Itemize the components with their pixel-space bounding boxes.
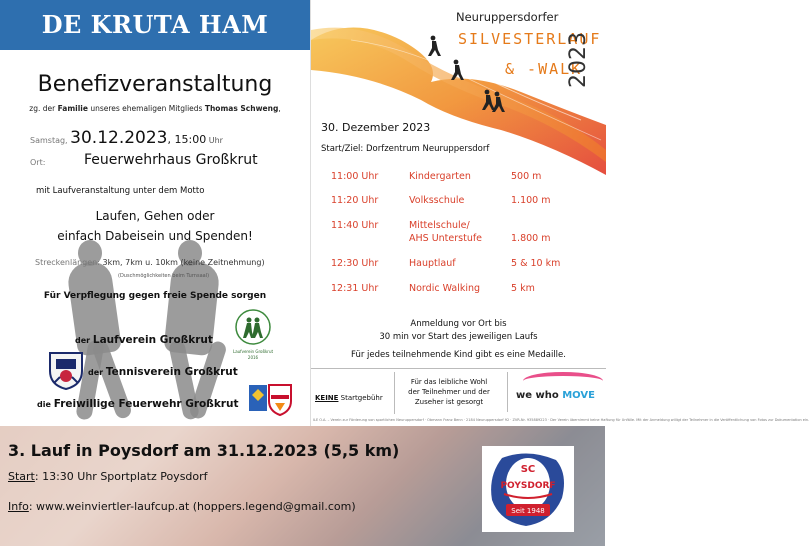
org-name: Tennisverein Großkrut — [105, 366, 238, 378]
family-end: , — [278, 104, 281, 113]
schedule-event: Kindergarten — [409, 171, 471, 182]
poysdorf-info — [8, 500, 356, 513]
silvesterlauf-flyer — [310, 0, 809, 426]
schedule-time: 11:40 Uhr — [331, 220, 379, 231]
fee-box — [313, 372, 395, 414]
start-value: : 13:30 Uhr Sportplatz Poysdorf — [34, 470, 208, 483]
medal-note: Für jedes teilnehmende Kind gibt es eine Medaille. — [351, 350, 566, 360]
org-pre: der — [75, 336, 93, 345]
info-value: : www.weinviertler-laufcup.at (hoppers.legend@gmail.com) — [28, 500, 356, 513]
showers-note: (Duschmöglichkeiten beim Turnsaal) — [118, 273, 210, 279]
event-date-line — [30, 128, 223, 148]
schedule-event: Volksschule — [409, 195, 465, 206]
no-fee-rest: Startgebühr — [338, 394, 383, 402]
laufverein-logo-icon — [234, 308, 272, 360]
distances-value: 3km, 7km u. 10km (keine Zeitnehmung) — [99, 258, 265, 267]
org-pre: der — [88, 368, 106, 377]
sponsor-text: we who — [516, 390, 563, 401]
distances-line — [35, 258, 265, 267]
family-bold: Familie — [57, 104, 88, 113]
catering-line-1: Für das leibliche Wohl — [410, 378, 488, 386]
info-label: Info — [8, 500, 29, 513]
legal-fine-print: ILE O.A. – Verein zur Förderung von sportlichen Neuruppersdorf · Obmann Franz Benn · 2184 Neuruppersdorf 92 · ZVR-Nr. 935889223 · Der Verein übernimmt keine Haftung für Unfälle. Mit der Anmeldung willigt der Teilnehmer in die Veröffentlichung von Fotos zur Dokumentation ein. — [313, 418, 809, 422]
catering-line-3: Zuseher ist gesorgt — [414, 398, 484, 406]
sc-poysdorf-logo-icon — [482, 446, 574, 532]
location-label: Ort: — [30, 158, 46, 167]
schedule-time: 12:31 Uhr — [331, 283, 379, 294]
schedule-distance: 500 m — [511, 171, 542, 182]
poysdorf-section — [0, 426, 605, 546]
schedule-event: Nordic Walking — [409, 283, 481, 294]
walk-title: & -WALK — [505, 60, 583, 78]
year-vertical: 2023 — [566, 32, 591, 88]
schedule-time: 11:20 Uhr — [331, 195, 379, 206]
schedule-time: 11:00 Uhr — [331, 171, 379, 182]
sc-logo-since: Seit 1948 — [511, 507, 545, 515]
schedule-event-line2: AHS Unterstufe — [409, 233, 483, 244]
schedule-event: Hauptlauf — [409, 258, 456, 269]
ribbon-graphic-icon — [311, 0, 606, 190]
catering-line-2: der Teilnehmer und der — [408, 388, 490, 396]
tennisverein-crest-icon — [46, 349, 86, 391]
org-pre: die — [37, 400, 54, 409]
no-fee-keyword: KEINE — [315, 394, 339, 402]
event-title: Benefizveranstaltung — [37, 72, 273, 97]
org-name: Laufverein Großkrut — [92, 334, 213, 346]
start-finish-location: Start/Ziel: Dorfzentrum Neuruppersdorf — [321, 144, 490, 154]
event-time-unit: Uhr — [206, 136, 223, 145]
start-label: Start — [8, 470, 35, 483]
poysdorf-start — [8, 470, 208, 483]
kruta-banner-title: DE KRUTA HAM — [41, 10, 269, 39]
sponsor-text-bold: MOVE — [562, 390, 595, 401]
benefiz-flyer — [0, 0, 310, 418]
silvesterlauf-subtitle: Neuruppersdorfer — [456, 10, 559, 24]
sponsor-arc-icon — [523, 372, 603, 390]
event-date: 30.12.2023 — [70, 128, 168, 148]
lv-logo-year: 2016 — [247, 355, 259, 360]
poysdorf-title: 3. Lauf in Poysdorf am 31.12.2023 (5,5 km) — [8, 441, 400, 460]
schedule-distance: 5 km — [511, 283, 535, 294]
distances-label: Streckenlängen: — [35, 258, 100, 267]
location-value: Feuerwehrhaus Großkrut — [84, 152, 258, 168]
silvesterlauf-date: 30. Dezember 2023 — [321, 121, 431, 134]
footer-divider — [311, 368, 606, 369]
slogan-line-2: einfach Dabeisein und Spenden! — [57, 229, 253, 243]
family-mid: unseres ehemaligen Mitglieds — [87, 104, 205, 113]
schedule-distance: 1.800 m — [511, 233, 551, 244]
organizer-laufverein — [75, 334, 213, 346]
sc-logo-top: SC — [520, 464, 536, 475]
feuerwehr-logo-icon — [247, 381, 293, 416]
registration-note — [311, 318, 606, 344]
schedule-time: 12:30 Uhr — [331, 258, 379, 269]
schedule-event: Mittelschule/ — [409, 220, 470, 231]
registration-line-1: Anmeldung vor Ort bis — [410, 319, 507, 329]
no-fee-note — [315, 394, 383, 402]
motto-intro: mit Laufveranstaltung unter dem Motto — [36, 186, 205, 196]
day-label: Samstag, — [30, 136, 68, 145]
family-name: Thomas Schweng — [204, 104, 279, 113]
registration-line-2: 30 min vor Start des jeweiligen Laufs — [379, 332, 538, 342]
org-name: Freiwillige Feuerwehr Großkrut — [53, 398, 239, 410]
catering-note: Für Verpflegung gegen freie Spende sorgen — [43, 291, 267, 301]
organizer-tennisverein — [88, 366, 238, 378]
family-pre: zg. der — [29, 104, 58, 113]
schedule-distance: 5 & 10 km — [511, 258, 561, 269]
sc-logo-name: POYSDORF — [500, 481, 556, 491]
lv-logo-text: Laufverein Großkrut — [232, 349, 274, 354]
sponsor-logo — [516, 390, 595, 401]
slogan-line-1: Laufen, Gehen oder — [95, 209, 215, 223]
organizer-feuerwehr — [37, 398, 238, 410]
silvesterlauf-title: SILVESTERLAUF — [458, 30, 602, 48]
catering-box — [397, 377, 501, 407]
family-dedication — [0, 104, 310, 113]
schedule-distance: 1.100 m — [511, 195, 551, 206]
event-time: , 15:00 — [167, 133, 207, 146]
